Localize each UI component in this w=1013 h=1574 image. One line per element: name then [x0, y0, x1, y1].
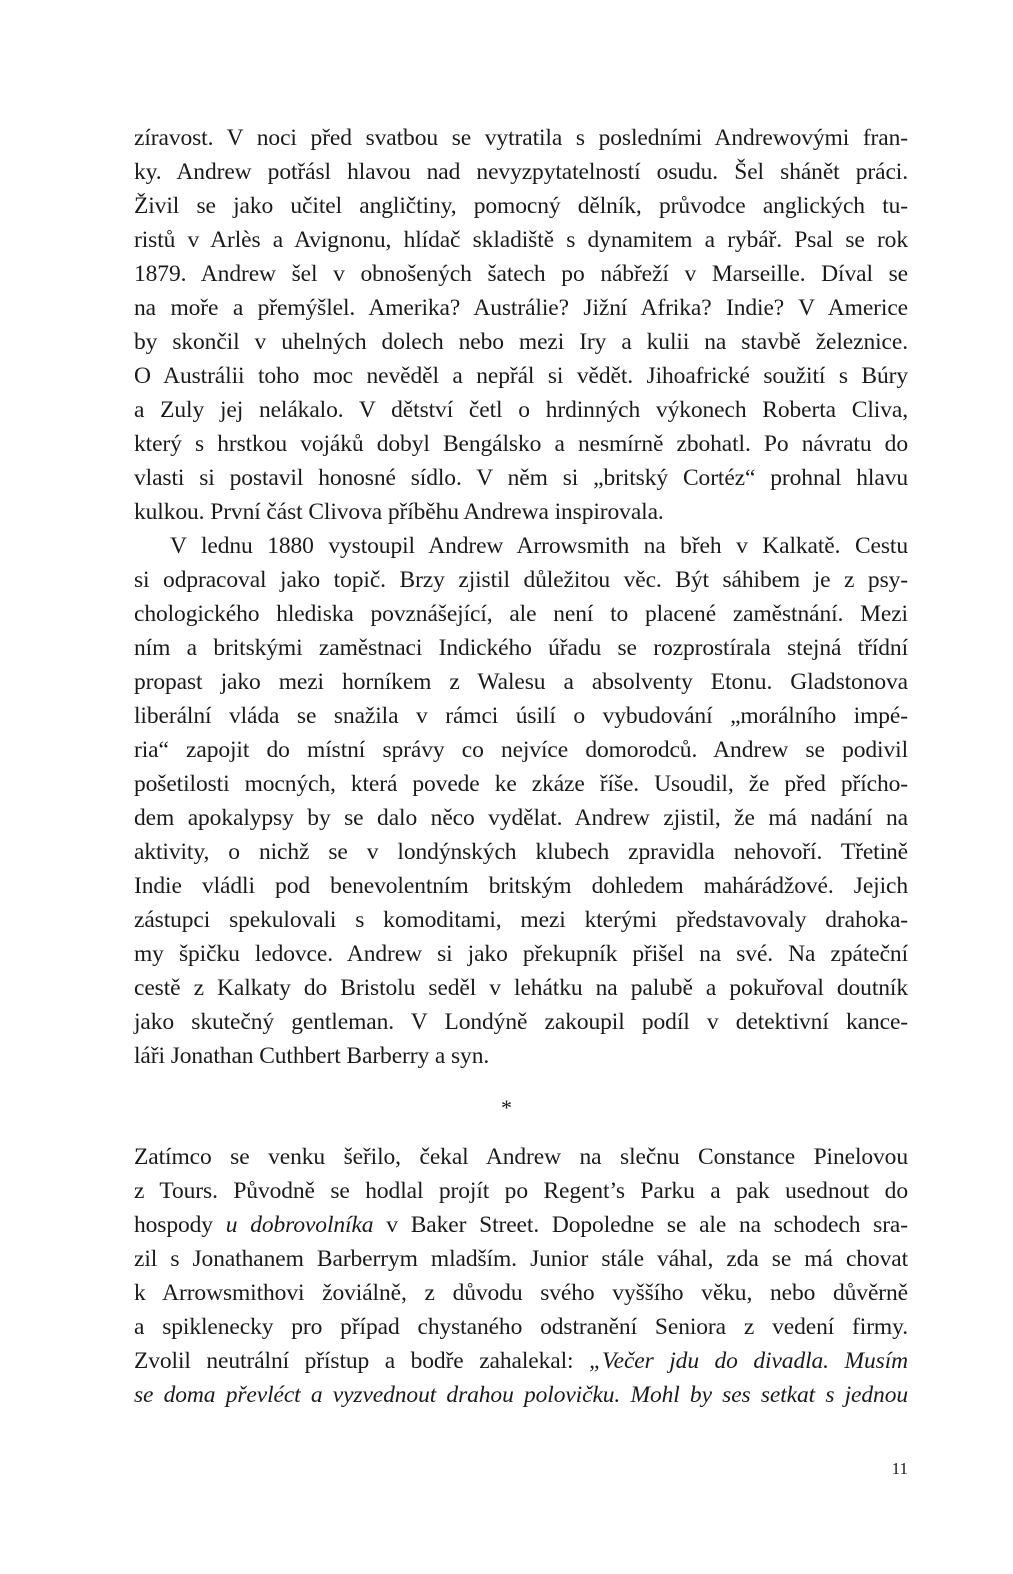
text-line: ristů v Arlès a Avignonu, hlídač skladiště s dynamitem a rybář. Psal se rok [134, 227, 908, 253]
text-line: si odpracoval jako topič. Brzy zjistil důležitou věc. Být sáhibem je z psy- [134, 567, 908, 593]
text-line [134, 1344, 908, 1378]
text-run: hospody [134, 1212, 226, 1238]
text-run: v Baker Street. Dopoledne se ale na schodech sra- [373, 1212, 908, 1238]
text-line: V lednu 1880 vystoupil Andrew Arrowsmith na břeh v Kalkatě. Cestu [170, 533, 908, 559]
text-line: by skončil v uhelných dolech nebo mezi Iry a kulii na stavbě železnice. [134, 329, 908, 355]
text-line: Indie vládli pod benevolentním britským dohledem mahárádžové. Jejich [134, 873, 908, 899]
text-line: dem apokalypsy by se dalo něco vydělat. Andrew zjistil, že má nadání na [134, 805, 908, 831]
italic-text: u dobrovolníka [225, 1212, 374, 1238]
italic-text: „Večer jdu do divadla. Musím [589, 1348, 908, 1374]
text-line: zíravost. V noci před svatbou se vytratila s posledními Andrewovými fran- [134, 125, 908, 151]
text-line: láři Jonathan Cuthbert Barberry a syn. [134, 1043, 490, 1069]
text-line: a spiklenecky pro případ chystaného odstranění Seniora z vedení firmy. [134, 1314, 908, 1340]
text-line: z Tours. Původně se hodlal projít po Regent’s Parku a pak usednout do [134, 1178, 908, 1204]
text-line: pošetilosti mocných, která povede ke zkáze říše. Usoudil, že před přícho- [134, 771, 908, 797]
body-text [134, 1140, 908, 1412]
text-run: Zvolil neutrální přístup a bodře zahalekal: [134, 1348, 590, 1374]
text-line: kulkou. První část Clivova příběhu Andrewa inspirovala. [134, 499, 664, 525]
text-line: jako skutečný gentleman. V Londýně zakoupil podíl v detektivní kance- [134, 1009, 908, 1035]
text-line: O Austrálii toho moc nevěděl a nepřál si vědět. Jihoafrické soužití s Búry [134, 363, 908, 389]
text-line: na moře a přemýšlel. Amerika? Austrálie? Jižní Afrika? Indie? V Americe [134, 295, 908, 321]
text-line: k Arrowsmithovi žoviálně, z důvodu svého vyššího věku, nebo důvěrně [134, 1280, 908, 1306]
page-number: 11 [891, 1459, 908, 1478]
text-line: aktivity, o nichž se v londýnských klubech zpravidla nehovoří. Třetině [134, 839, 908, 865]
text-line: ním a britskými zaměstnaci Indického úřadu se rozprostírala stejná třídní [134, 635, 908, 661]
text-line: my špičku ledovce. Andrew si jako překupník přišel na své. Na zpáteční [134, 941, 908, 967]
text-line [134, 1208, 908, 1242]
text-line: 1879. Andrew šel v obnošených šatech po nábřeží v Marseille. Díval se [134, 261, 908, 287]
text-line: zil s Jonathanem Barberrym mladším. Junior stále váhal, zda se má chovat [134, 1246, 908, 1272]
text-line: ria“ zapojit do místní správy co nejvíce domorodců. Andrew se podivil [134, 737, 908, 763]
text-line: Živil se jako učitel angličtiny, pomocný dělník, průvodce anglických tu- [134, 193, 908, 219]
body-text [134, 121, 908, 1073]
text-line: propast jako mezi horníkem z Walesu a absolventy Etonu. Gladstonova [134, 669, 908, 695]
text-line [134, 1378, 908, 1412]
italic-text: se doma převléct a vyzvednout drahou polovičku. Mohl by ses setkat s jednou [134, 1382, 908, 1408]
text-line: zástupci spekulovali s komoditami, mezi kterými představovaly drahoka- [134, 907, 908, 933]
section-separator: * [501, 1095, 512, 1120]
text-line: a Zuly jej nelákalo. V dětství četl o hrdinných výkonech Roberta Cliva, [134, 397, 908, 423]
text-line: vlasti si postavil honosné sídlo. V něm si „britský Cortéz“ prohnal hlavu [134, 465, 908, 491]
text-line: ky. Andrew potřásl hlavou nad nevyzpytatelností osudu. Šel shánět práci. [134, 159, 908, 185]
text-line: cestě z Kalkaty do Bristolu seděl v lehátku na palubě a pokuřoval doutník [134, 975, 908, 1001]
text-line: liberální vláda se snažila v rámci úsilí o vybudování „morálního impé- [134, 703, 908, 729]
text-line: který s hrstkou vojáků dobyl Bengálsko a nesmírně zbohatl. Po návratu do [134, 431, 908, 457]
text-line: chologického hlediska povznášející, ale není to placené zaměstnání. Mezi [134, 601, 908, 627]
text-line: Zatímco se venku šeřilo, čekal Andrew na slečnu Constance Pinelovou [134, 1144, 908, 1170]
